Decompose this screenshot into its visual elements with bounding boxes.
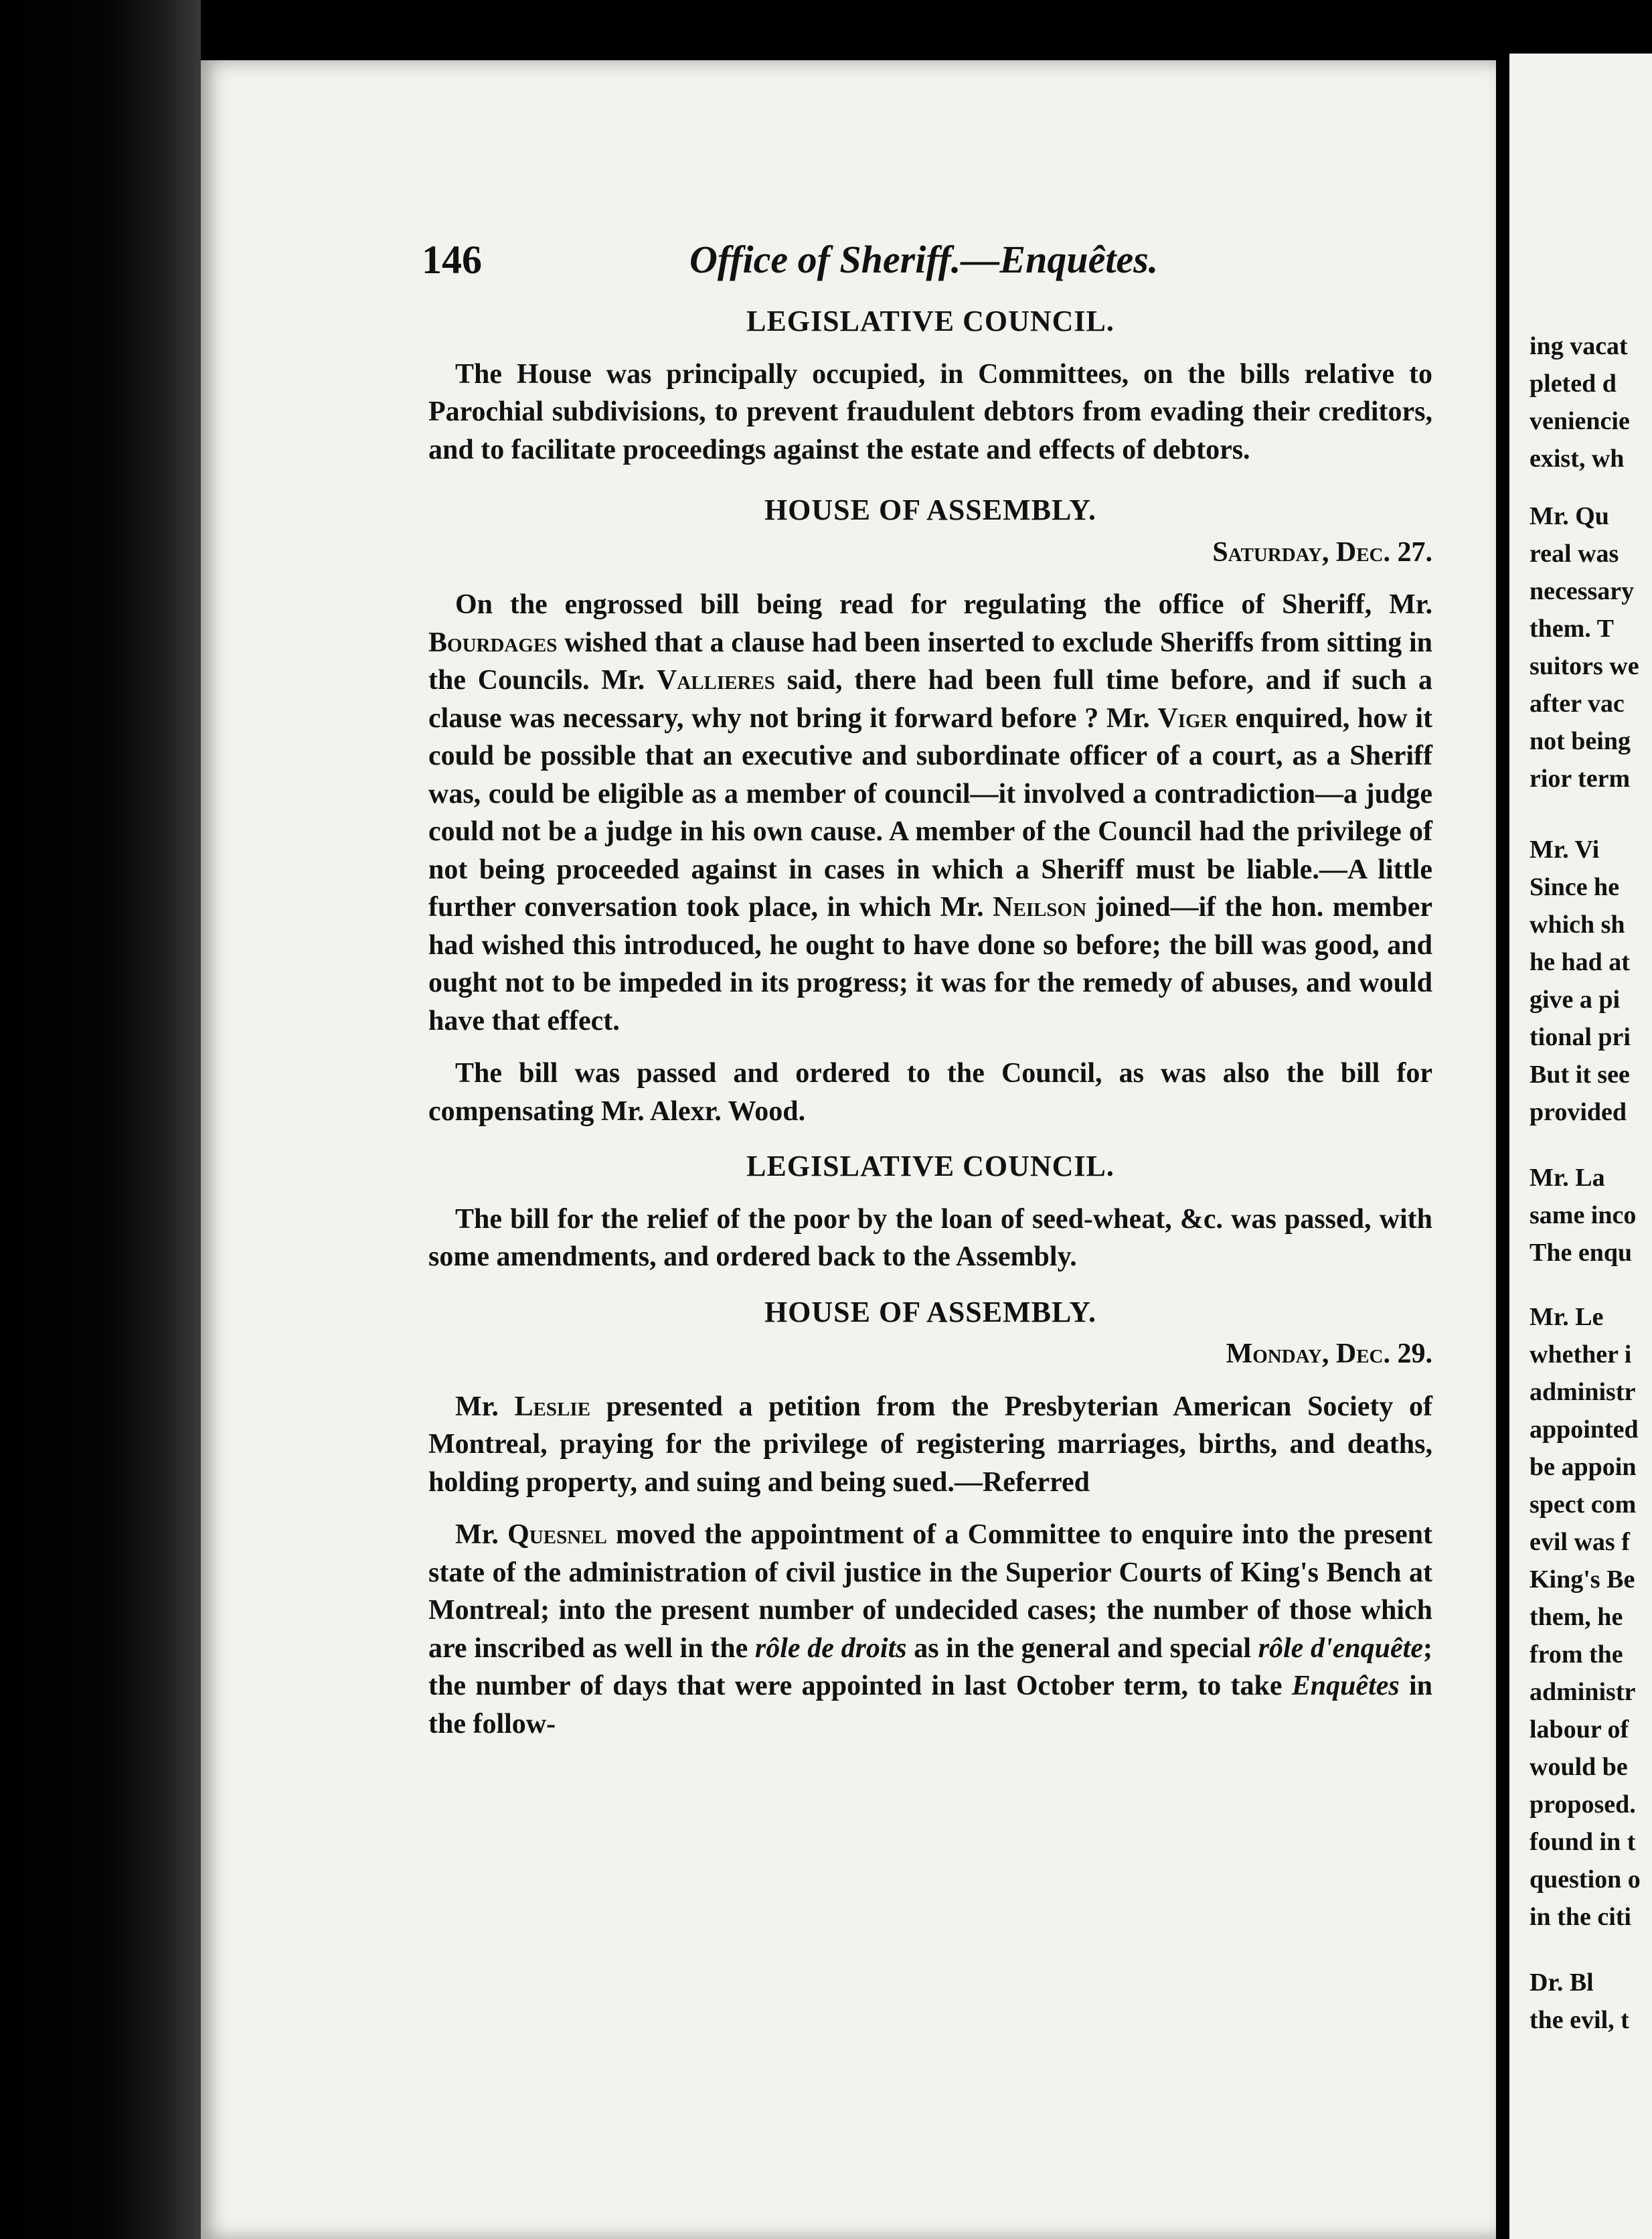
section-heading-legislative-council-2: LEGISLATIVE COUNCIL.: [746, 1150, 1114, 1182]
right-page-line: suitors we: [1530, 652, 1639, 680]
right-page-line: The enqu: [1530, 1239, 1633, 1267]
right-page-line: administr: [1530, 1678, 1636, 1706]
right-page-line: not being: [1530, 727, 1631, 755]
text-run: Mr.: [455, 1391, 515, 1422]
text-run: presented a petition from the Presbyterian American Society of Montreal, praying for the privilege of registering marriages, births, and deaths, holding property, and suing and being sued.—Referred: [428, 1391, 1432, 1498]
right-page-line: in the citi: [1530, 1903, 1631, 1931]
right-page-line: evil was f: [1530, 1528, 1630, 1556]
text-run: On the engrossed bill being read for regulating the office of Sheriff, Mr.: [455, 589, 1432, 620]
right-page-line: rior term: [1530, 765, 1631, 793]
speaker-name: Vallieres: [656, 665, 775, 696]
right-page-line: appointed: [1530, 1415, 1639, 1444]
right-page-line: which sh: [1530, 911, 1625, 939]
right-page-line: found in t: [1530, 1828, 1636, 1856]
right-page-line: tional pri: [1530, 1023, 1631, 1051]
right-page-line: give a pi: [1530, 986, 1621, 1014]
right-page-line: real was: [1530, 540, 1619, 568]
right-page-line: the evil, t: [1530, 2006, 1629, 2034]
italic-term: rôle d'enquête: [1258, 1632, 1423, 1664]
text-run: moved the appointment of a Committee to enquire into the present state of the administration of civil justice in the Superior Courts of King's Bench at Montreal; into the present number of undecided cases; the number of those which are inscribed as well in the: [428, 1519, 1432, 1664]
right-page-line: spect com: [1530, 1490, 1637, 1519]
right-page-line: exist, wh: [1530, 445, 1625, 473]
page-gutter: [1496, 0, 1509, 2239]
right-page-line: Mr. Qu: [1530, 502, 1609, 530]
right-page-line: King's Be: [1530, 1565, 1635, 1594]
paragraph-seed-wheat: The bill for the relief of the poor by the loan of seed-wheat, &c. was passed, with some amendments, and ordered back to the Assembly.: [428, 1203, 1432, 1272]
date-monday: Monday, Dec. 29.: [1226, 1338, 1432, 1369]
right-page-line: from the: [1530, 1640, 1623, 1669]
italic-term: rôle de droits: [754, 1632, 907, 1664]
paragraph-committee-motion: [428, 1516, 1432, 1743]
right-page-fragment: [1509, 54, 1652, 2239]
speaker-name: Quesnel: [507, 1519, 607, 1550]
text-run: in the follow-: [428, 1671, 1432, 1740]
paragraph-legislative-council-1: The House was principally occupied, in Committees, on the bills relative to Parochial subdivisions, to prevent fraudulent debtors from evading their creditors, and to facilitate proceedings against the estate and effects of debtors.: [428, 358, 1432, 465]
text-run: Mr.: [455, 1519, 508, 1550]
right-page-line: Mr. Le: [1530, 1303, 1604, 1331]
right-page-line: would be: [1530, 1753, 1628, 1781]
right-page-line: them, he: [1530, 1603, 1623, 1631]
italic-term: Enquêtes: [1291, 1671, 1400, 1701]
text-run: ; the number of days that were appointed in last October term, to take: [428, 1632, 1432, 1701]
speaker-name: Leslie: [514, 1391, 591, 1422]
right-page-line: But it see: [1530, 1061, 1630, 1089]
section-heading-house-of-assembly-2: HOUSE OF ASSEMBLY.: [764, 1295, 1097, 1328]
right-page-line: Mr. La: [1530, 1164, 1605, 1192]
text-run: joined—if the hon. member had wished this introduced, he ought to have done so before; the bill was good, and ought not to be impeded in its progress; it was for the remedy of abuses, and would have that effect.: [428, 892, 1432, 1036]
right-page-line: he had at: [1530, 948, 1630, 976]
section-heading-legislative-council-1: LEGISLATIVE COUNCIL.: [746, 305, 1114, 337]
right-page-line: Dr. Bl: [1530, 1968, 1594, 1997]
right-page-line: labour of: [1530, 1715, 1629, 1744]
text-run: enquired, how it could be possible that an executive and subordinate officer of a court, as a Sheriff was, could be eligible as a member of council—it involved a contradiction—a judge could not be a judge in his own cause. A member of the Council had the privilege of not being proceeded against in cases in which a Sheriff must be liable.—A little further conversation took place, in which Mr.: [428, 702, 1432, 923]
section-heading-house-of-assembly-1: HOUSE OF ASSEMBLY.: [764, 493, 1097, 526]
right-page-line: ing vacat: [1530, 332, 1628, 360]
right-page-line: pleted d: [1530, 370, 1617, 398]
paragraph-petition: [428, 1388, 1432, 1502]
right-page-line: provided: [1530, 1098, 1627, 1126]
text-run: wished that a clause had been inserted to exclude Sheriffs from sitting in the Councils. Mr.: [428, 627, 1432, 696]
right-page-line: necessary: [1530, 577, 1635, 605]
book-spine-edge: [0, 0, 201, 2239]
text-run: said, there had been full time before, and if such a clause was necessary, why not bring it forward before ? Mr.: [428, 665, 1432, 734]
page-number: 146: [422, 238, 482, 282]
page-header: [422, 233, 1406, 287]
right-page-line: question o: [1530, 1865, 1641, 1894]
right-page-line: proposed.: [1530, 1790, 1636, 1819]
right-page-line: be appoin: [1530, 1453, 1637, 1481]
right-page-line: Since he: [1530, 873, 1620, 901]
running-head: Office of Sheriff.—Enquêtes.: [689, 238, 1159, 281]
right-page-line: after vac: [1530, 690, 1625, 718]
text-run: as in the general and special: [906, 1632, 1258, 1664]
right-page-line: administr: [1530, 1378, 1636, 1406]
right-page-line: same inco: [1530, 1201, 1637, 1229]
right-page-line: whether i: [1530, 1340, 1632, 1369]
paragraph-sheriff-bill: [428, 586, 1432, 1040]
speaker-name: Bourdages: [428, 627, 558, 658]
speaker-name: Neilson: [993, 892, 1087, 923]
right-page-line: veniencie: [1530, 407, 1630, 435]
right-page-line: them. T: [1530, 615, 1614, 643]
paragraph-bill-passed: The bill was passed and ordered to the Council, as was also the bill for compensating Mr. Alexr. Wood.: [428, 1058, 1432, 1127]
right-page-line: Mr. Vi: [1530, 836, 1600, 864]
date-saturday: Saturday, Dec. 27.: [1212, 536, 1432, 568]
page-body: [428, 303, 1432, 1743]
speaker-name: Viger: [1157, 702, 1228, 734]
